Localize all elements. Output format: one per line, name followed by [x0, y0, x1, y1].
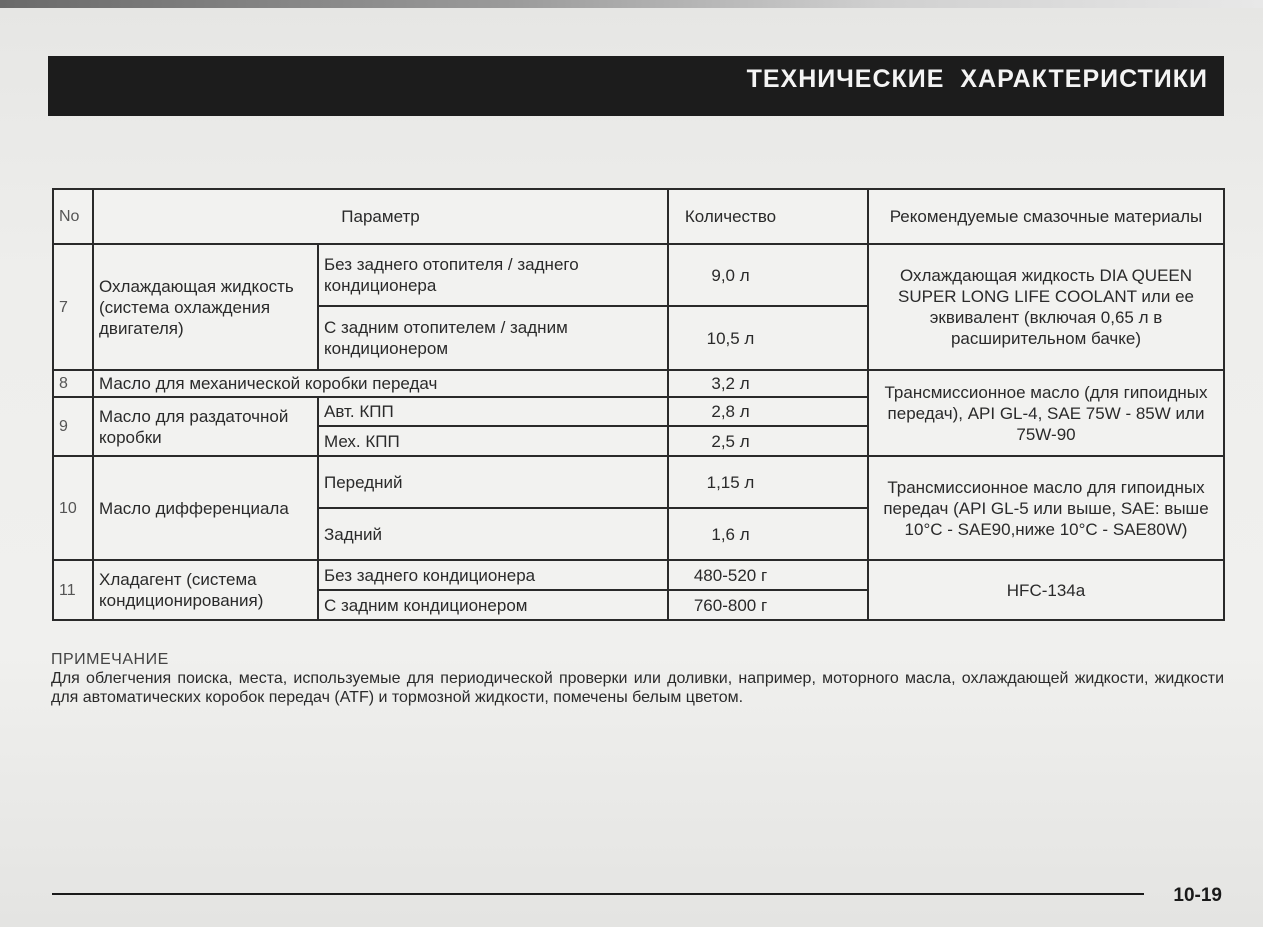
- quantity-value: 760-800 г: [668, 590, 868, 620]
- parameter-sub: Без заднего отопителя / заднего кондиционера: [318, 244, 668, 306]
- quantity-value: 1,15 л: [668, 456, 868, 508]
- parameter-sub: Передний: [318, 456, 668, 508]
- note-text: Для облегчения поиска, места, используемые для периодической проверки или доливки, например, моторного масла, охлаждающей жидкости, жидкости для автоматических коробок передач (ATF) и тормозной жидкости, помечены белым цветом.: [51, 670, 1224, 706]
- quantity-value: 9,0 л: [668, 244, 868, 306]
- table-row: [53, 456, 1224, 508]
- parameter-name: Масло для механической коробки передач: [93, 370, 668, 397]
- lubricant-spec: Трансмиссионное масло для гипоидных передач (API GL-5 или выше, SAE: выше 10°C - SAE90,ниже 10°C - SAE80W): [868, 456, 1224, 560]
- parameter-sub: С задним кондиционером: [318, 590, 668, 620]
- header-no: No: [53, 189, 93, 244]
- note-section: [51, 650, 1224, 707]
- parameter-sub: Авт. КПП: [318, 397, 668, 426]
- row-number: 9: [53, 397, 93, 456]
- quantity-value: 1,6 л: [668, 508, 868, 560]
- row-number: 8: [53, 370, 93, 397]
- parameter-sub: Мех. КПП: [318, 426, 668, 456]
- parameter-name: Масло дифференциала: [93, 456, 318, 560]
- table-row: [53, 244, 1224, 306]
- footer-divider: [52, 893, 1144, 895]
- quantity-value: 10,5 л: [668, 306, 868, 370]
- section-header-bar: [48, 56, 1224, 116]
- row-number: 10: [53, 456, 93, 560]
- quantity-value: 2,8 л: [668, 397, 868, 426]
- parameter-name: Охлаждающая жидкость (система охлаждения двигателя): [93, 244, 318, 370]
- parameter-sub: Без заднего кондиционера: [318, 560, 668, 590]
- header-parameter: Параметр: [93, 189, 668, 244]
- parameter-sub: С задним отопителем / задним кондиционером: [318, 306, 668, 370]
- specifications-table: [52, 188, 1225, 621]
- parameter-name: Хладагент (система кондиционирования): [93, 560, 318, 620]
- parameter-name: Масло для раздаточной коробки: [93, 397, 318, 456]
- parameter-sub: Задний: [318, 508, 668, 560]
- page-top-edge: [0, 0, 1263, 8]
- note-title: ПРИМЕЧАНИЕ: [51, 651, 169, 668]
- lubricant-spec: Охлаждающая жидкость DIA QUEEN SUPER LONG LIFE COOLANT или ее эквивалент (включая 0,65 л в расширительном бачке): [868, 244, 1224, 370]
- quantity-value: 3,2 л: [668, 370, 868, 397]
- table-header-row: [53, 189, 1224, 244]
- header-quantity: Количество: [668, 189, 868, 244]
- row-number: 7: [53, 244, 93, 370]
- section-title: ТЕХНИЧЕСКИЕ ХАРАКТЕРИСТИКИ: [746, 65, 1208, 93]
- table-row: [53, 560, 1224, 590]
- lubricant-spec: Трансмиссионное масло (для гипоидных передач), API GL-4, SAE 75W - 85W или 75W-90: [868, 370, 1224, 456]
- header-lubricant: Рекомендуемые смазочные материалы: [868, 189, 1224, 244]
- page-number: 10-19: [1173, 885, 1222, 906]
- quantity-value: 2,5 л: [668, 426, 868, 456]
- lubricant-spec: HFC-134a: [868, 560, 1224, 620]
- table-row: [53, 370, 1224, 397]
- row-number: 11: [53, 560, 93, 620]
- quantity-value: 480-520 г: [668, 560, 868, 590]
